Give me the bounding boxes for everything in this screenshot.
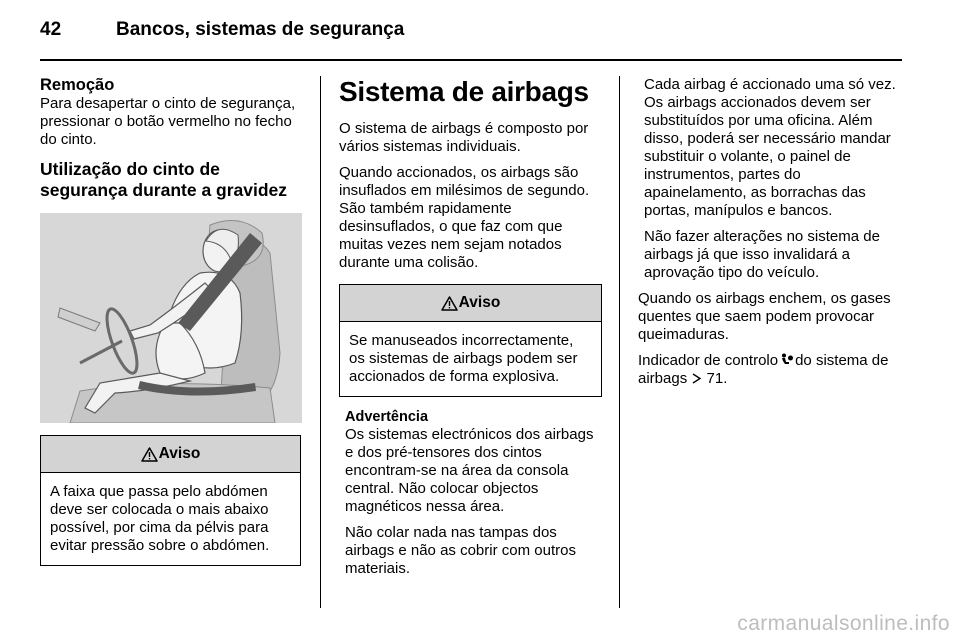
caution-block [339, 409, 604, 578]
airbag-deploy-text: Quando accionados, os airbags são insuflados em milésimos de segundo. São também rapidamente desinsuflados, o que faz com que muitas vezes nem sejam notados durante uma colisão. [339, 164, 590, 271]
indicator-prefix: Indicador de controlo [638, 352, 779, 369]
airbag-indicator-icon [780, 353, 793, 367]
pregnant-woman-seatbelt-illustration [40, 213, 302, 423]
warning-title: Aviso [458, 294, 501, 311]
page-reference-arrow-icon [691, 373, 702, 384]
chapter-title: Bancos, sistemas de segurança [116, 19, 405, 40]
column-2 [339, 76, 604, 586]
pregnancy-heading-line1: Utilização do cinto de [40, 159, 220, 179]
airbag-warning-box [339, 284, 602, 397]
warning-triangle-icon [141, 447, 158, 462]
warning-text: Se manuseados incorrectamente, os sistemas de airbags podem ser accionados de forma explosiva. [349, 332, 578, 385]
warning-title: Aviso [158, 445, 201, 462]
warning-header [340, 285, 601, 322]
caution-text-2: Não colar nada nas tampas dos airbags e não as cobrir com outros materiais. [345, 524, 576, 577]
airbag-replacement-text: Cada airbag é accionado uma só vez. Os airbags accionados devem ser substituídos por uma oficina. Além disso, poderá ser necessário mandar substituir o volante, o painel de instrumentos, partes do apainelamento, as borrachas das portas, manípulos e bancos. [644, 76, 896, 219]
removal-text: Para desapertar o cinto de segurança, pressionar o botão vermelho no fecho do cinto. [40, 95, 296, 148]
indicator-reference [638, 352, 904, 388]
column-divider-2 [619, 76, 620, 608]
column-3 [638, 76, 904, 396]
caution-heading: Advertência [345, 409, 429, 425]
watermark: carmanualsonline.info [737, 612, 950, 635]
caution-continued [638, 76, 904, 282]
removal-heading: Remoção [40, 76, 115, 94]
section-title: Sistema de airbags [339, 76, 589, 107]
warning-header [41, 436, 300, 473]
warning-triangle-icon [441, 296, 458, 311]
pregnancy-heading-line2: segurança durante a gravidez [40, 180, 288, 200]
caution-text: Os sistemas electrónicos dos airbags e dos pré-tensores dos cintos encontram-se na área da consola central. Não colocar objectos magnéticos nessa área. [345, 426, 594, 515]
indicator-suffix: do sistema de airbags [638, 352, 889, 387]
hot-gases-text: Quando os airbags enchem, os gases quentes que saem podem provocar queimaduras. [638, 290, 891, 343]
airbag-modification-text: Não fazer alterações no sistema de airbags já que isso invalidará a aprovação tipo do veículo. [644, 228, 880, 281]
header-rule [40, 59, 902, 61]
page-header [40, 14, 404, 46]
pregnancy-heading [40, 159, 308, 201]
warning-text: A faixa que passa pelo abdómen deve ser colocada o mais abaixo possível, por cima da pélvis para evitar pressão sobre o abdómen. [50, 483, 270, 554]
column-divider-1 [320, 76, 321, 608]
pregnancy-warning-box [40, 435, 301, 566]
page-number: 42 [40, 19, 62, 40]
reference-page: 71. [706, 370, 728, 387]
airbag-intro-text: O sistema de airbags é composto por vários sistemas individuais. [339, 120, 589, 155]
column-1 [40, 76, 308, 566]
figure-svg [40, 213, 302, 423]
